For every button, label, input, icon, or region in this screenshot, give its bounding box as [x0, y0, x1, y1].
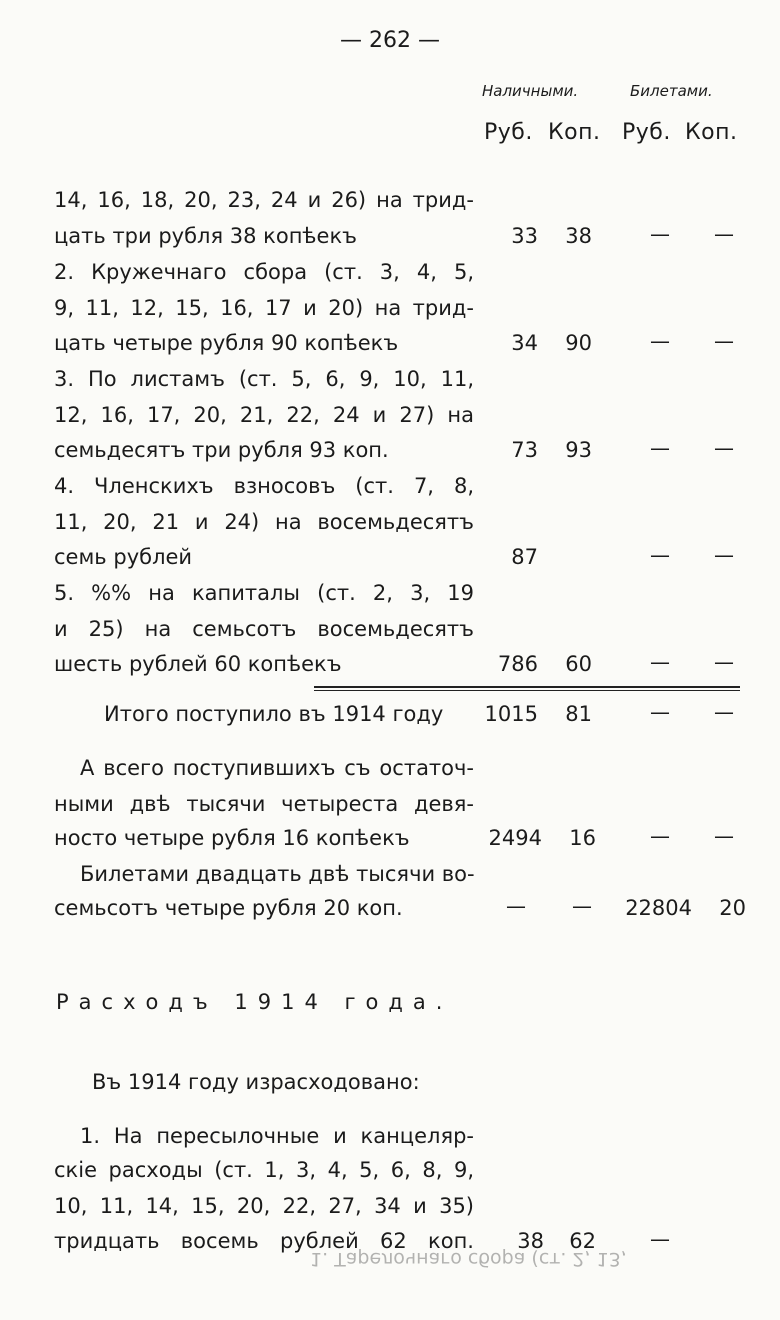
header-cash: Наличными. [482, 82, 579, 100]
income-line: семьдесятъ три рубля 93 коп. [54, 438, 389, 462]
grand-total-line: А всего поступившихъ съ остаточ- [80, 756, 474, 780]
total-rule [314, 686, 740, 688]
income-line: и 25) на семьсотъ восемьдесятъ [54, 617, 474, 641]
total-tickets-rub: — [650, 700, 670, 724]
header-tickets: Билетами. [630, 82, 713, 100]
amount-tickets-kop: — [714, 650, 734, 674]
grand-total-rub: 2494 [488, 826, 542, 850]
income-line: 12, 16, 17, 20, 21, 22, 24 и 27) на [54, 403, 474, 427]
header-tickets-rub: Руб. [622, 120, 671, 145]
income-line: 3. По листамъ (ст. 5, 6, 9, 10, 11, [54, 367, 474, 391]
page-number: — 262 — [340, 28, 440, 53]
amount-tickets-kop: — [714, 329, 734, 353]
expense-kop: 62 [569, 1229, 596, 1253]
header-cash-rub: Руб. [484, 120, 533, 145]
amount-tickets-kop: — [714, 222, 734, 246]
tickets-total-line: Билетами двадцать двѣ тысячи во- [80, 862, 475, 886]
tickets-total-tickets-rub: 22804 [625, 896, 692, 920]
grand-total-tickets-kop: — [714, 824, 734, 848]
bleed-through-text: 1. Тарелочнаго сбора (ст. 2, 13, [310, 1248, 627, 1270]
tickets-total-line: семьсотъ четыре рубля 20 коп. [54, 896, 403, 920]
amount-kop: 93 [565, 438, 592, 462]
amount-kop: 38 [565, 224, 592, 248]
amount-tickets-rub: — [650, 543, 670, 567]
amount-rub: 87 [511, 545, 538, 569]
expense-line: тридцать восемь рублей 62 коп. [54, 1229, 474, 1253]
expense-intro: Въ 1914 году израсходовано: [92, 1070, 420, 1094]
income-line: цать четыре рубля 90 копѣекъ [54, 331, 399, 355]
income-line: семь рублей [54, 545, 193, 569]
total-label: Итого поступило въ 1914 году [104, 702, 444, 726]
amount-kop: 60 [565, 652, 592, 676]
total-kop: 81 [565, 702, 592, 726]
amount-tickets-rub: — [650, 329, 670, 353]
amount-tickets-rub: — [650, 650, 670, 674]
total-tickets-kop: — [714, 700, 734, 724]
amount-tickets-rub: — [650, 222, 670, 246]
total-rub: 1015 [484, 702, 538, 726]
grand-total-kop: 16 [569, 826, 596, 850]
income-line: 9, 11, 12, 15, 16, 17 и 20) на трид- [54, 296, 474, 320]
amount-rub: 73 [511, 438, 538, 462]
tickets-total-kop: — [572, 894, 592, 918]
tickets-total-tickets-kop: 20 [719, 896, 746, 920]
income-line: 2. Кружечнаго сбора (ст. 3, 4, 5, [54, 260, 474, 284]
amount-rub: 786 [497, 652, 538, 676]
expense-line: скіе расходы (ст. 1, 3, 4, 5, 6, 8, 9, [54, 1158, 474, 1182]
income-line: шесть рублей 60 копѣекъ [54, 652, 342, 676]
expense-heading: Расходъ 1914 года. [56, 990, 453, 1014]
amount-tickets-rub: — [650, 436, 670, 460]
expense-tickets-rub: — [650, 1227, 670, 1251]
total-rule [314, 690, 740, 691]
income-line: 14, 16, 18, 20, 23, 24 и 26) на трид- [54, 188, 474, 212]
amount-rub: 34 [511, 331, 538, 355]
grand-total-line: ными двѣ тысячи четыреста девя- [54, 792, 474, 816]
income-line: цать три рубля 38 копѣекъ [54, 224, 357, 248]
tickets-total-rub: — [506, 894, 526, 918]
amount-kop: 90 [565, 331, 592, 355]
header-tickets-kop: Коп. [685, 120, 738, 145]
expense-line: 1. На пересылочные и канцеляр- [80, 1124, 474, 1148]
grand-total-tickets-rub: — [650, 824, 670, 848]
income-line: 5. %% на капиталы (ст. 2, 3, 19 [54, 581, 474, 605]
grand-total-line: носто четыре рубля 16 копѣекъ [54, 826, 410, 850]
expense-line: 10, 11, 14, 15, 20, 22, 27, 34 и 35) [54, 1194, 474, 1218]
income-line: 4. Членскихъ взносовъ (ст. 7, 8, [54, 474, 474, 498]
amount-rub: 33 [511, 224, 538, 248]
amount-tickets-kop: — [714, 543, 734, 567]
expense-rub: 38 [517, 1229, 544, 1253]
header-cash-kop: Коп. [548, 120, 601, 145]
income-line: 11, 20, 21 и 24) на восемьдесятъ [54, 510, 474, 534]
amount-tickets-kop: — [714, 436, 734, 460]
